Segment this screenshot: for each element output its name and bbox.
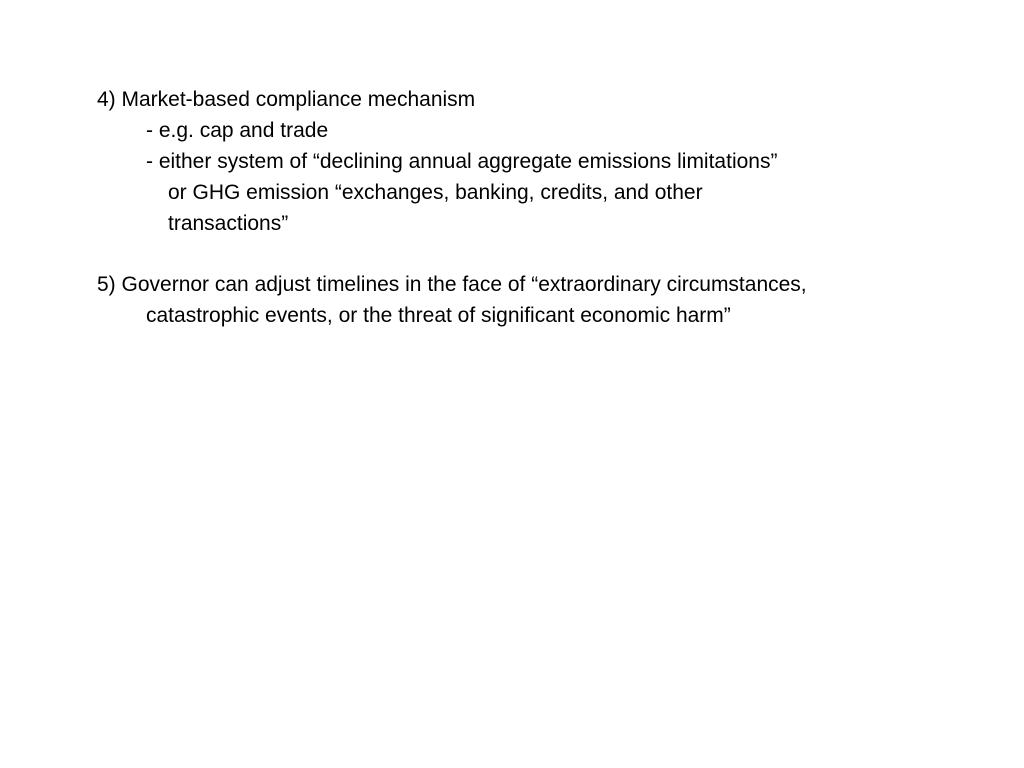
item-4-bullet-cap-and-trade: - e.g. cap and trade	[146, 119, 329, 142]
item-4-bullet-system-line-3: transactions”	[168, 212, 289, 235]
item-4-heading: 4) Market-based compliance mechanism	[97, 88, 476, 111]
item-4-bullet-system-line-2: or GHG emission “exchanges, banking, credits, and other	[168, 181, 703, 204]
item-5-line-1: 5) Governor can adjust timelines in the face of “extraordinary circumstances,	[97, 273, 807, 296]
item-4-bullet-system-line-1: - either system of “declining annual aggregate emissions limitations”	[146, 150, 778, 173]
item-5-line-2: catastrophic events, or the threat of significant economic harm”	[146, 304, 731, 327]
